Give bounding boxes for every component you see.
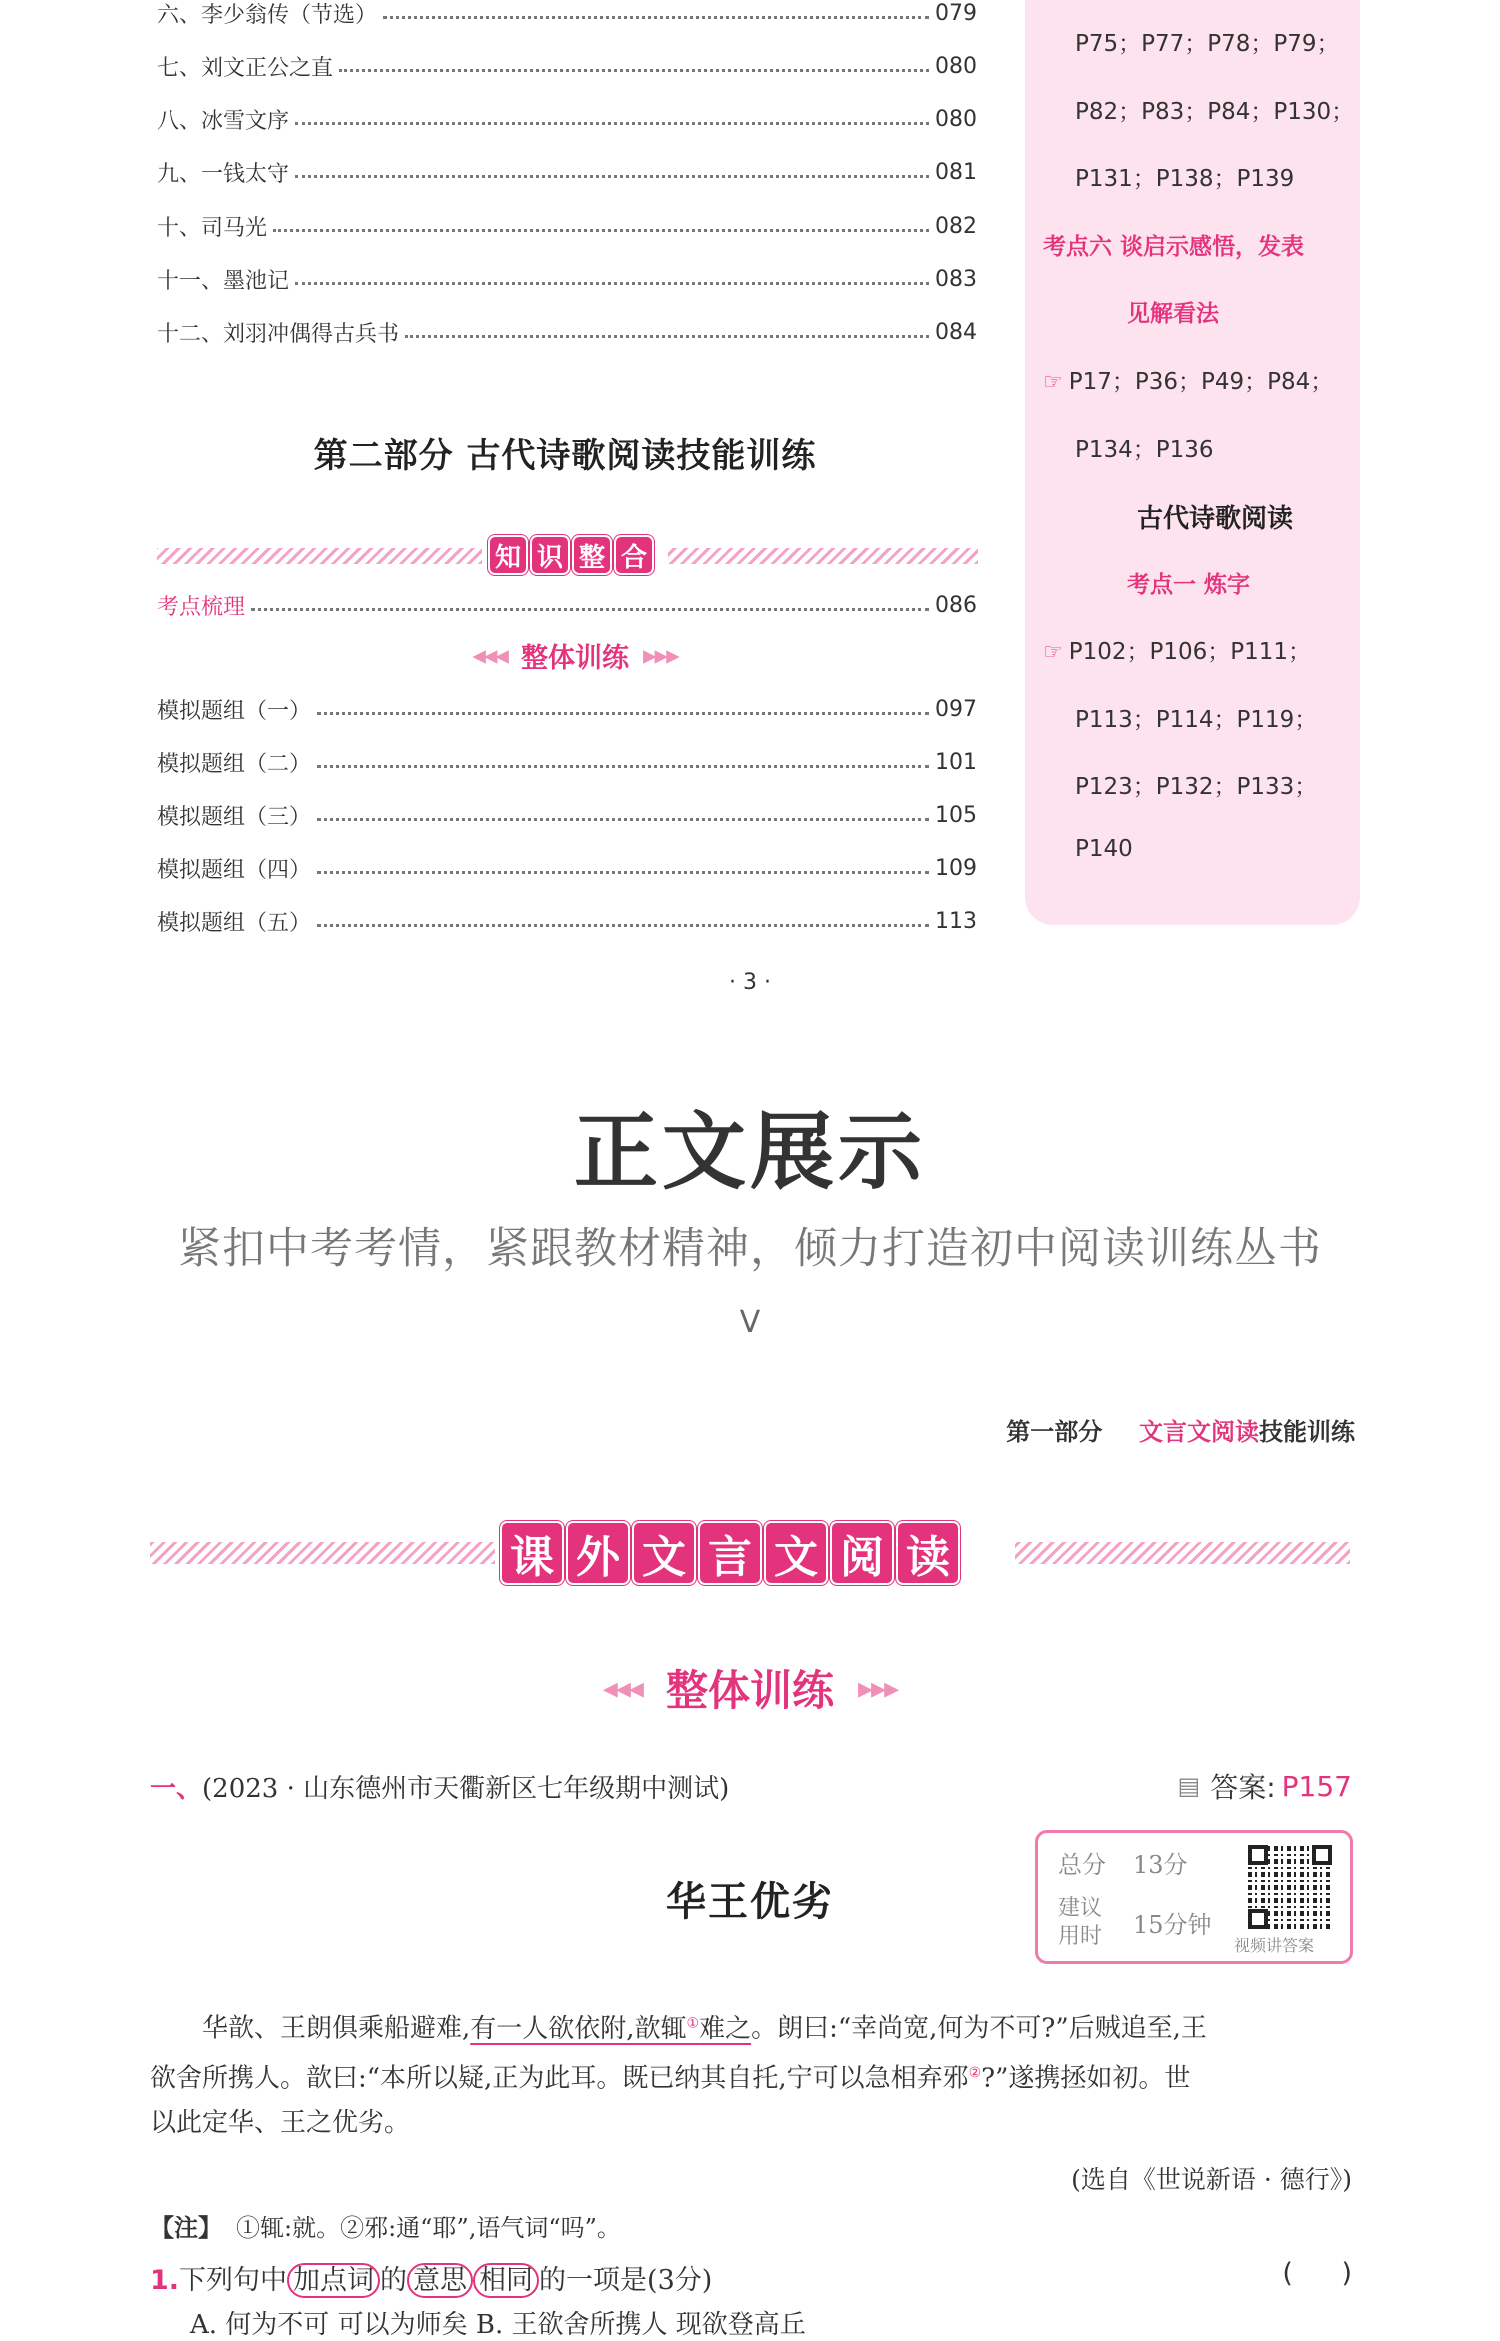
train-heading-text: 整体训练	[665, 1666, 834, 1715]
point6-pages-2: P134；P136	[1075, 437, 1214, 463]
toc-label: 模拟题组（五）	[157, 910, 312, 936]
toc-mock-row[interactable]	[157, 904, 977, 938]
passage	[150, 1998, 1350, 2054]
leader-dots	[317, 712, 929, 715]
knowledge-banner	[490, 537, 652, 573]
qr-caption: 视频讲答案	[1234, 1936, 1315, 1955]
toc-label: 十一、墨池记	[157, 269, 290, 294]
toc-page: 079	[935, 0, 977, 26]
passage-underlined	[470, 2014, 751, 2044]
leader-dots	[273, 229, 929, 232]
chevron-down-icon: V	[739, 1305, 761, 1340]
qr-corner	[1248, 1909, 1268, 1929]
toc-label: 十二、刘羽冲偶得古兵书	[157, 322, 400, 348]
big-stripe-left	[150, 1542, 495, 1564]
toc-mock-row[interactable]	[157, 851, 977, 885]
point1-pages-1: P102；P106；P111；	[1068, 639, 1312, 665]
q1-keyword: 相同	[473, 2263, 539, 2298]
answer-label: 答案:	[1210, 1771, 1276, 1804]
score-box	[1035, 1830, 1353, 1964]
question-number: 一、	[150, 1774, 203, 1804]
banner-char: 阅	[832, 1523, 892, 1583]
side-pages-2: P82；P83；P84；P130；	[1075, 99, 1355, 125]
score-time-value: 15分钟	[1133, 1911, 1212, 1939]
toc-review-row[interactable]	[157, 588, 977, 622]
toc-page: 081	[935, 160, 977, 186]
point6-title-line2: 见解看法	[1127, 301, 1219, 327]
leader-dots	[339, 69, 929, 72]
passage-line-2	[150, 2048, 1350, 2104]
banner-char: 言	[700, 1523, 760, 1583]
banner-char: 整	[574, 537, 610, 573]
stripe-right	[668, 548, 978, 564]
toc-page: 080	[935, 107, 977, 133]
section-tag	[1006, 1412, 1355, 1447]
leader-dots	[405, 335, 929, 338]
left-arrows-icon: ◂◂◂	[602, 1670, 642, 1706]
chapter-banner	[502, 1523, 958, 1583]
banner-char: 合	[616, 537, 652, 573]
section-tag-prefix: 第一部分	[1006, 1418, 1103, 1446]
toc-label: 模拟题组（四）	[157, 857, 312, 883]
q1-options[interactable]: A. 何为不可 可以为师矣 B. 王欲舍所携人 现欲登高丘	[190, 2310, 806, 2340]
toc-label: 八、冰雪文序	[157, 109, 290, 135]
train-heading	[520, 1658, 980, 1718]
passage-text: 以此定华、王之优劣。	[150, 2108, 411, 2138]
leader-dots	[317, 871, 929, 874]
toc-train-heading	[440, 636, 710, 675]
toc-page: 097	[935, 696, 977, 722]
toc-chapter-row[interactable]	[157, 263, 977, 297]
point1-pages-3: P123；P132；P133；	[1075, 774, 1318, 800]
answer-blank[interactable]: ( )	[1282, 2258, 1352, 2289]
pointing-hand-icon: ☞	[1043, 640, 1063, 665]
point1-title: 考点一 炼字	[1127, 572, 1251, 598]
big-stripe-right	[1015, 1542, 1350, 1564]
score-time-label-2: 用时	[1058, 1924, 1103, 1949]
question-source: (2023 · 山东德州市天衢新区七年级期中测试)	[202, 1774, 730, 1804]
passage-text: 有一人欲依附,歆辄	[470, 2013, 687, 2044]
toc-page: 113	[935, 908, 977, 934]
point1-pages-2: P113；P114；P119；	[1075, 707, 1318, 733]
left-arrows-icon: ◂◂◂	[472, 640, 507, 671]
passage-text: ?”遂携拯如初。世	[981, 2063, 1191, 2094]
q1-text: 的一项是(3分)	[539, 2265, 713, 2296]
note-text: ①辄:就。②邪:通“耶”,语气词“吗”。	[236, 2214, 621, 2242]
answer-page: P157	[1281, 1769, 1352, 1803]
notes	[150, 2208, 621, 2243]
page-number: · 3 ·	[729, 970, 771, 995]
passage-text: 难之	[699, 2013, 752, 2044]
toc-chapter-row[interactable]	[157, 49, 977, 83]
banner-char: 识	[532, 537, 568, 573]
score-total-label: 总分	[1058, 1851, 1106, 1879]
leader-dots	[295, 175, 929, 178]
qr-corner	[1248, 1845, 1268, 1865]
banner-char: 文	[634, 1523, 694, 1583]
leader-dots	[383, 16, 929, 19]
toc-label: 模拟题组（一）	[157, 698, 312, 724]
toc-page: 083	[935, 267, 977, 292]
pointing-hand-icon: ☞	[1043, 370, 1063, 395]
passage-source: (选自《世说新语 · 德行》)	[1071, 2165, 1352, 2194]
toc-page: 080	[935, 53, 977, 79]
toc-label: 六、李少翁传（节选）	[157, 2, 378, 28]
banner-char: 读	[898, 1523, 958, 1583]
part2-title: 第二部分 古代诗歌阅读技能训练	[313, 436, 817, 476]
toc-label: 模拟题组（三）	[157, 804, 312, 830]
leader-dots	[317, 818, 929, 821]
banner-char: 文	[766, 1523, 826, 1583]
point6-pages-1: P17；P36；P49；P84；	[1068, 369, 1334, 395]
toc-page: 082	[935, 213, 977, 239]
toc-chapter-row[interactable]	[157, 103, 977, 137]
toc-page: 101	[935, 749, 977, 775]
story-title: 华王优劣	[666, 1878, 834, 1925]
footnote-marker: ①	[686, 2015, 700, 2031]
right-arrows-icon: ▸▸▸	[643, 640, 678, 671]
toc-mock-row[interactable]	[157, 798, 977, 832]
side-pages-1: P75；P77；P78；P79；	[1075, 31, 1340, 57]
leader-dots	[317, 765, 929, 768]
question-1	[150, 2258, 712, 2297]
qr-corner	[1312, 1845, 1332, 1865]
leader-dots	[295, 122, 929, 125]
q1-text: 的	[380, 2265, 408, 2296]
toc-page: 105	[935, 802, 977, 828]
question-header	[150, 1768, 729, 1805]
promo-subtitle: 紧扣中考考情，紧跟教材精神，倾力打造初中阅读训练丛书	[178, 1224, 1322, 1274]
passage-line-3	[150, 2098, 1350, 2148]
toc-train-heading-text: 整体训练	[521, 643, 629, 674]
passage-text: 华歆、王朗俱乘船避难,	[202, 2013, 471, 2044]
note-label: 【注】	[150, 2214, 222, 2242]
q1-text: 下列句中	[179, 2265, 288, 2296]
q1-number: 1.	[150, 2265, 180, 2296]
leader-dots	[317, 924, 929, 927]
toc-mock-row[interactable]	[157, 692, 977, 726]
banner-char: 外	[568, 1523, 628, 1583]
promo-title: 正文展示	[573, 1103, 926, 1201]
document-icon: ▤	[1177, 1772, 1201, 1800]
toc-mock-row[interactable]	[157, 745, 977, 779]
q1-keyword: 加点词	[287, 2263, 380, 2298]
toc-label: 七、刘文正公之直	[157, 55, 334, 81]
toc-review-page: 086	[935, 592, 977, 618]
toc-label: 模拟题组（二）	[157, 751, 312, 777]
right-arrows-icon: ▸▸▸	[858, 1670, 898, 1706]
toc-chapter-row[interactable]	[157, 209, 977, 243]
footnote-marker: ②	[968, 2065, 982, 2081]
side-pages-3: P131；P138；P139	[1075, 166, 1295, 192]
toc-chapter-row[interactable]	[157, 0, 977, 30]
leader-dots	[251, 608, 929, 611]
side-panel	[1025, 0, 1360, 925]
score-total-value: 13分	[1133, 1851, 1188, 1879]
banner-char: 知	[490, 537, 526, 573]
leader-dots	[295, 282, 929, 285]
section-tag-suffix: 技能训练	[1259, 1418, 1355, 1446]
toc-chapter-row[interactable]	[157, 316, 977, 350]
toc-page: 084	[935, 320, 977, 346]
point6-title-line1: 考点六 谈启示感悟，发表	[1043, 234, 1305, 260]
passage-text: 。朗曰:“幸尚宽,何为不可?”后贼追至,王	[751, 2013, 1207, 2044]
banner-char: 课	[502, 1523, 562, 1583]
poetry-heading: 古代诗歌阅读	[1137, 504, 1294, 534]
point1-pages-4: P140	[1075, 836, 1133, 862]
q1-keyword: 意思	[407, 2263, 473, 2298]
passage-text: 欲舍所携人。歆曰:“本所以疑,正为此耳。既已纳其自托,宁可以急相弃邪	[150, 2063, 969, 2094]
section-tag-highlight: 文言文阅读	[1139, 1418, 1259, 1446]
toc-chapter-row[interactable]	[157, 156, 977, 190]
stripe-left	[157, 548, 482, 564]
score-time-label-1: 建议	[1058, 1896, 1103, 1921]
toc-label: 十、司马光	[157, 215, 268, 241]
answer-reference[interactable]	[1178, 1766, 1352, 1806]
toc-review-label: 考点梳理	[157, 594, 246, 620]
toc-label: 九、一钱太守	[157, 162, 290, 188]
toc-page: 109	[935, 855, 977, 881]
